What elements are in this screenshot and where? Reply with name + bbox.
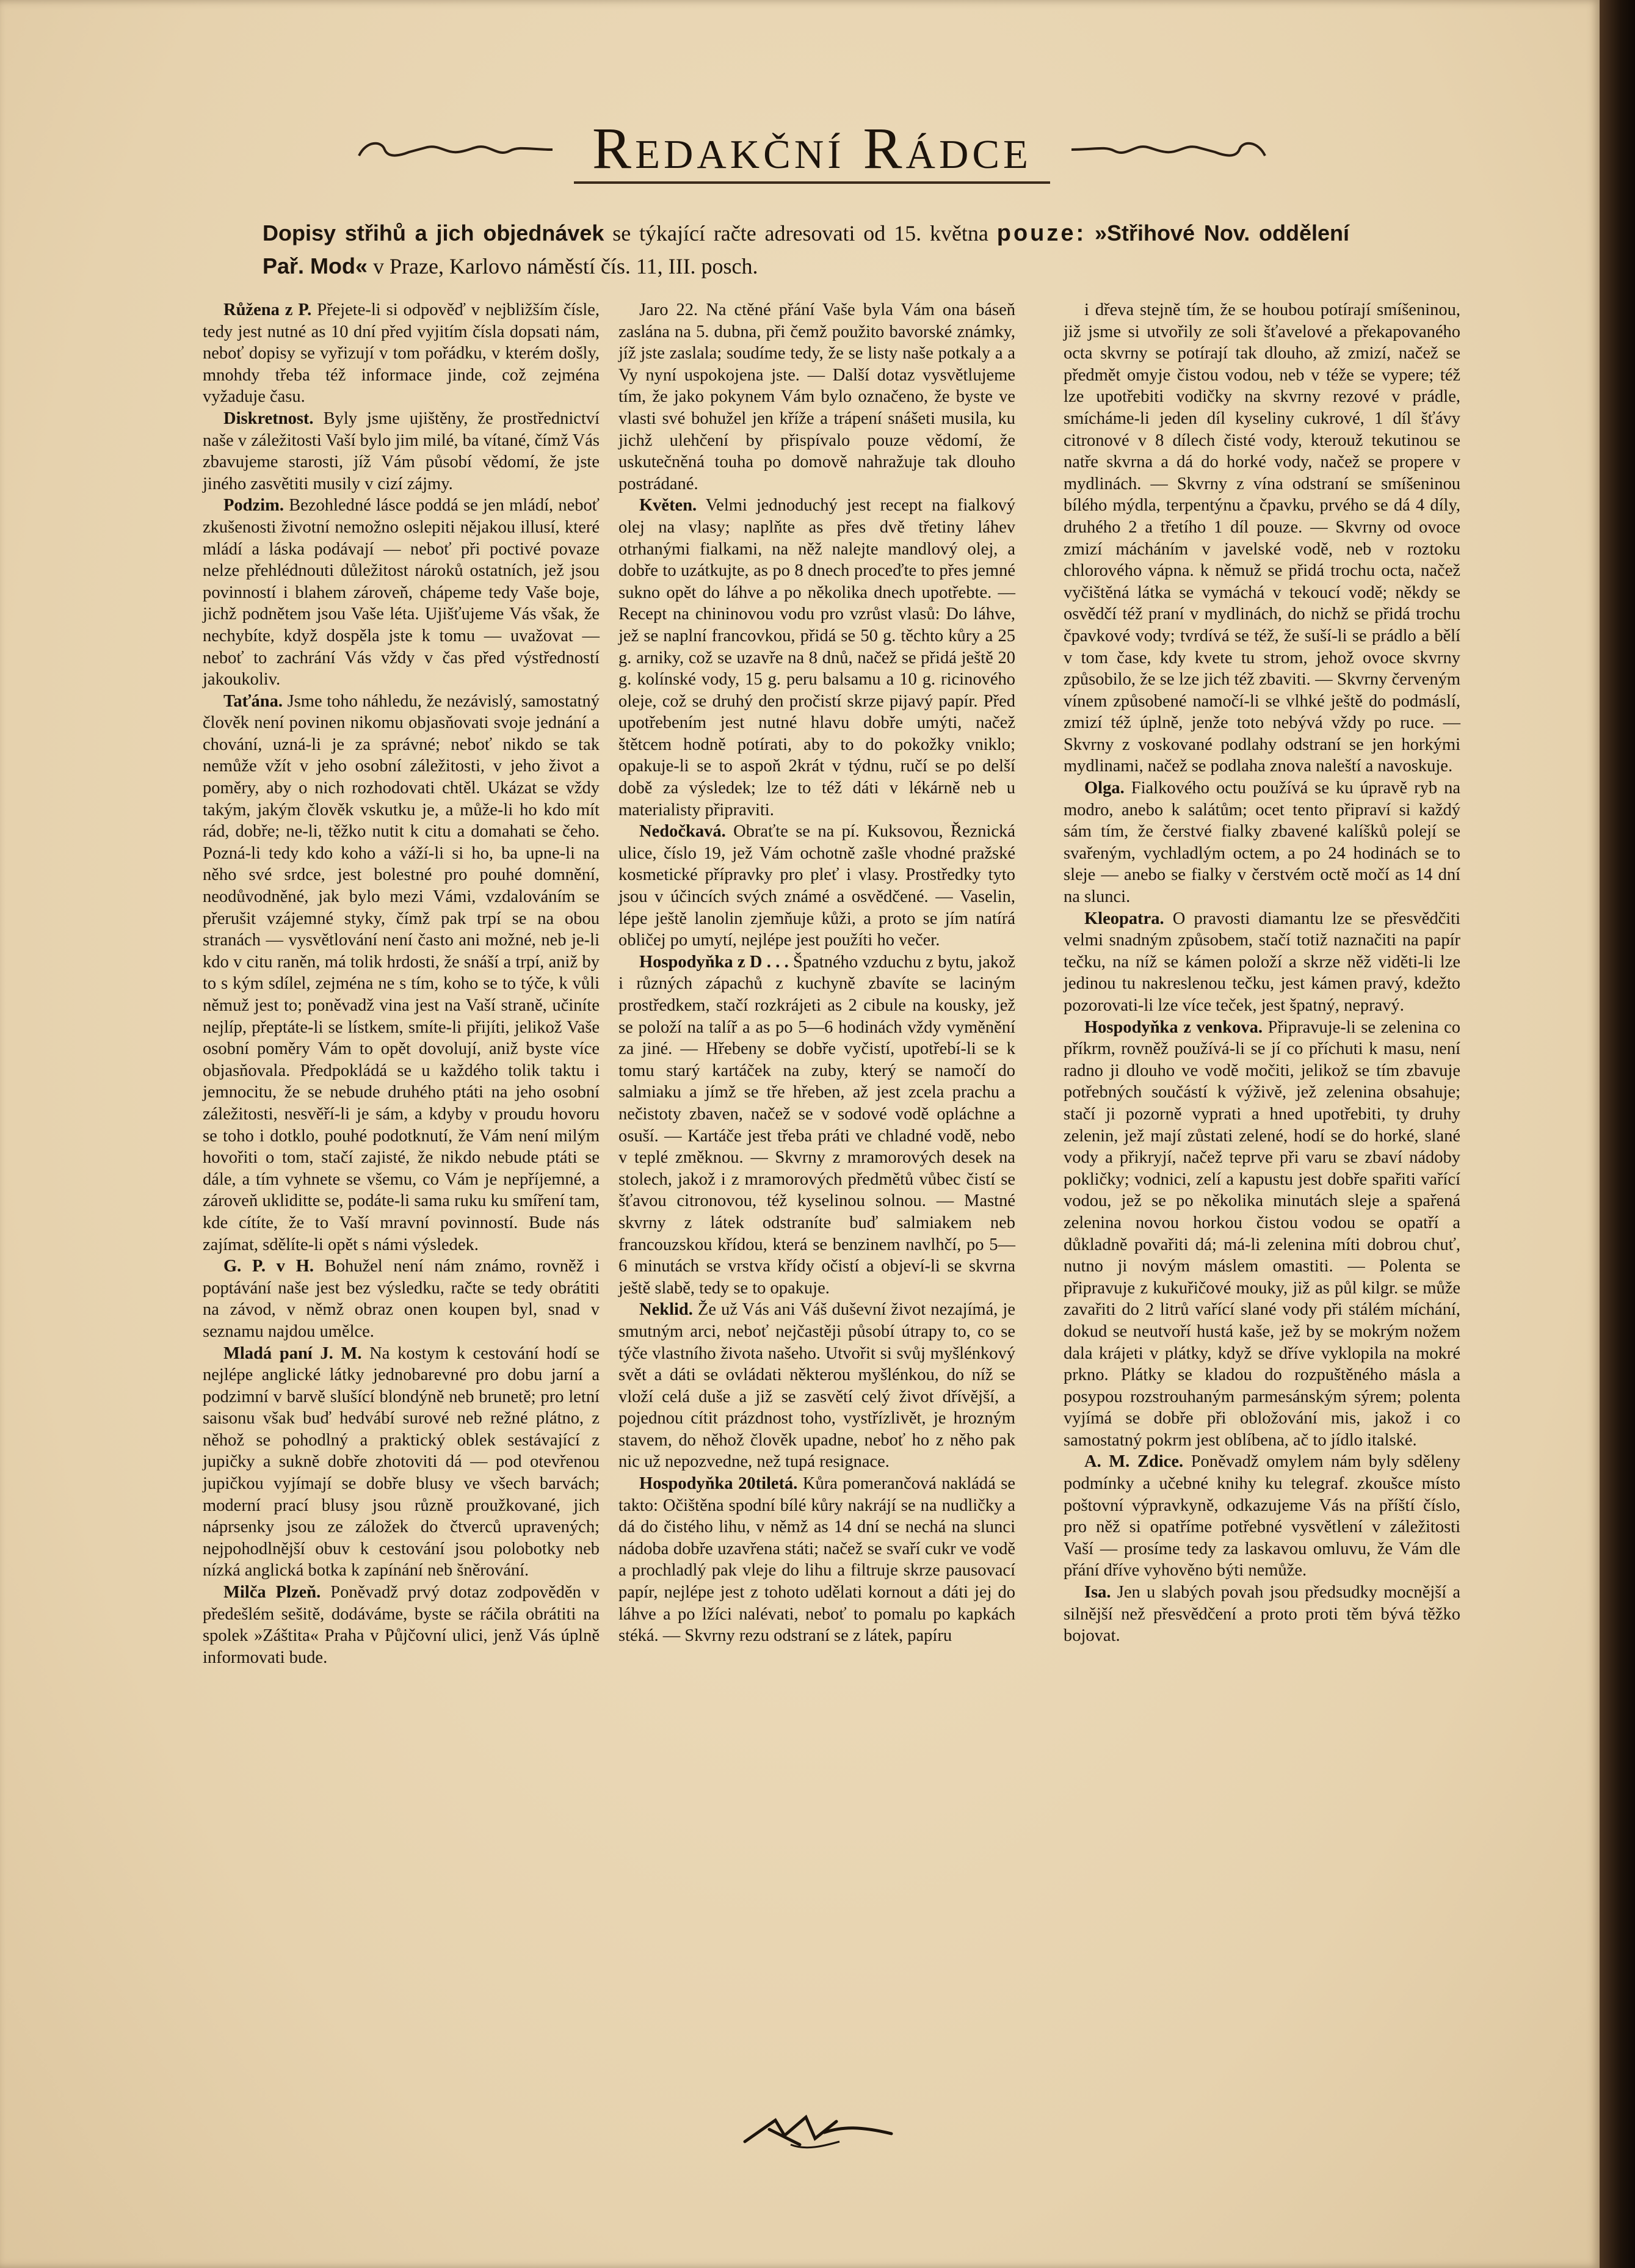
- answer-paragraph: [618, 1299, 1015, 1473]
- answer-text: Špatného vzduchu z bytu, jakož i různých zápachů z kuchyně zbavíte se laciným prostředkem, stačí rozkrájeti as 2 cibule na kousky, jež se položí na talíř a as po 5—6 hodinách vždy vyměnění za jiné. — Hřebeny se dobře vyčistí, upotřebí-li se k tomu starý kartáček na zuby, který se namočí do salmiaku a jímž se tře hřeben, až jest zcela prachu a nečistoty zbaven, načež se v sodové vodě opláchne a osuší. — Kartáče jest třeba práti ve chladné vodě, nebo v teplé změknou. — Skvrny z mramorových desek na stolech, jakož i z mramorových předmětů vůbec čistí se šťavou citronovou, též kyselinou solnou. — Mastné skvrny z látek odstraníte buď salmiakem neb francouzskou křídou, která se benzinem navlhčí, po 5—6 minutách se vrstva křídy očistí a objeví-li se skvrna ještě slabě, tedy se to opakuje.: [618, 952, 1015, 1298]
- correspondent-name: G. P. v H.: [223, 1257, 314, 1276]
- section-title: Redakční Rádce: [592, 115, 1032, 181]
- answer-text: Fialkového octu používá se ku úpravě ryb na modro, anebo k salátům; ocet tento připraví si každý sám tím, že čerstvé fialky zbavené kalíšků polejí se svařeným, vychladlým octem, a po 24 hodinách se to sleje — anebo se fialky v čerstvém octě močí as 14 dní na slunci.: [1064, 779, 1460, 907]
- answer-text: Velmi jednoduchý jest recept na fialkový olej na vlasy; naplňte as přes dvě třetiny láhev otrhanými fialkami, na něž nalejte mandlový olej, a dobře to uzátkujte, as po 8 dnech proceďte to přes jemné sukno opět do láhve a po několika dnech upotřebte. — Recept na chininovou vodu pro vzrůst vlasů: Do láhve, jež se naplní francovkou, přidá se 50 g. těchto kůry a 25 g. arniky, což se uzavře na 8 dnů, načež se přidá ještě 20 g. kolínské vody, 15 g. peru balsamu a 10 g. ricinového oleje, což se druhý den pročistí skrze pijavý papír. Před upotřebením jest nutné hlavu dobře umýti, načež štětcem hodně potírati, aby to do pokožky vniklo; opakuje-li se to aspoň 2krát v týdnu, ručí se po delší době za výsledek; lze to též dáti v lékárně neb u materialisty připraviti.: [618, 496, 1015, 820]
- answer-text: Poněvadž omylem nám byly sděleny podmínky a učebné knihy ku telegraf. zkoušce místo poštovní výpravkyně, odkazujeme Vás na příští číslo, pro něž si opatříme potřebné vysvětlení v záležitosti Vaší — prosíme tedy za laskavou omluvu, že Vám dle přání dříve vyhověno býti nemůže.: [1064, 1452, 1461, 1580]
- answer-text: Na kostym k cestování hodí se nejlépe anglické látky jednobarevné pro dobu jarní a podzimní v barvě slušící blondýně neb brunetě; pro letní saisonu však buď hedvábí surové neb režné plátno, z něhož se pohodlný a praktický oblek sestávající z jupičky a sukně dobře zhotoviti dá — pod otevřenou jupičkou vyjímají se dobře blusy ve všech barvách; moderní prací blusy jsou různě proužkované, jich náprsenky jsou ze záložek do čtverců upravených; nejpohodlnější obuv k cestování jsou polobotky neb nízká anglická botka k zapínání neb šněrování.: [203, 1343, 600, 1580]
- order-notice: [263, 217, 1349, 283]
- answer-text: Bezohledné lásce poddá se jen mládí, neboť zkušenosti životní nemožno oslepiti nějakou illusí, které mládí a láska podávají — neboť při poctivé povaze nelze přehlédnouti důležitost nároků ostatních, jež jsou povinností i blahem zároveň, chápeme tedy Vaše boje, jichž podnětem jsou Vaše léta. Ujišťujeme Vás však, že nechybíte, když dospěla jste k tomu — uvažovat — neboť to zachrání Vás vždy v čas před výstředností jakoukoliv.: [203, 496, 600, 689]
- answer-text: Připravuje-li se zelenina co příkrm, rovněž používá-li se jí co příchuti k masu, není radno ji dlouho ve vodě močiti, jelikož se tím zbavuje potřebných součástí k výživě, jež zelenina obsahuje; stačí ji pozorně vyprati a hned upotřebiti, ty druhy zelenin, jež mají zůstati zelené, hodí se do horké, slané vody a přikryjí, načež teprve při varu se zbaví nádoby pokličky; vodnici, zelí a kapustu jest dobře spařiti vařící vodou, jež se po několika minutách sleje a spařená zelenina novou horkou čistou vodou se opatří a důkladně povařiti dá; má-li zelenina míti dobrou chuť, nutno ji novým máslem omastiti. — Polenta se připravuje z kukuřičové mouky, již as půl kilgr. se může zavařiti do 2 litrů vařící slané vody při stálém míchání, dokud se neutvoří hustá kaše, jež by se mokrým nožem dala krájeti v plátky, když se dříve vyklopila na mokré prkno. Plátky se kladou do rozpuštěného másla a posypou rozstrouhaným parmesánským sýrem; polenta vyjímá se dobře při obložování mis, jakož i co samostatný pokrm jest oblíbena, ač to jídlo italské.: [1064, 1017, 1461, 1450]
- column-2: [618, 299, 1015, 1647]
- correspondent-name: Nedočkavá.: [639, 822, 726, 841]
- correspondent-name: Hospodyňka 20tiletá.: [639, 1474, 798, 1494]
- answer-paragraph: [203, 1582, 600, 1668]
- answer-paragraph: [203, 495, 600, 690]
- notice-text: se týkající račte adresovati od 15. května: [612, 221, 988, 245]
- answer-paragraph: [203, 1343, 600, 1582]
- end-ornament-icon: [733, 2108, 904, 2157]
- answer-text: O pravosti diamantu lze se přesvědčiti velmi snadným způsobem, stačí totiž naznačiti na papír tečku, na níž se kámen položí a skrze něž viděti-li lze jedinou tu nakreslenou tečku, jest kámen pravý, kdežto pozorovati-li lze více teček, jest špatný, nepravý.: [1064, 909, 1460, 1015]
- answer-paragraph: [1064, 777, 1460, 908]
- answer-text: Jaro 22. Na ctěné přání Vaše byla Vám ona báseň zaslána na 5. dubna, při čemž použito bavorské známky, jíž jste zaslala; soudíme tedy, že se listy naše potkaly a a Vy nyní uspokojena jste. — Další dotaz vysvětlujeme tím, že jako pokynem Vám bylo označeno, že byste ve vlasti své bohužel jen kříže a trápení snášeti musila, ku jichž ulehčení by přispívalo pouze vědomí, že uskutečněná touha po domově nahražuje tak dlouho postrádané.: [618, 300, 1015, 493]
- correspondent-name: Hospodyňka z D . . .: [639, 952, 789, 972]
- answer-paragraph: [1064, 1017, 1460, 1452]
- correspondent-name: Květen.: [639, 496, 697, 515]
- correspondent-name: Hospodyňka z venkova.: [1084, 1017, 1263, 1037]
- answer-paragraph: [618, 299, 1015, 495]
- answer-text: i dřeva stejně tím, že se houbou potírají smíšeninou, již jsme si utvořily ze soli šťavelové a překapovaného octa skvrny se potírají tak dlouho, až zmizí, načež se předmět omyje čistou vodou, neb v téže se vypere; též lze upotřebiti vodičky na skvrny rezové v prádle, smícháme-li jeden díl kyseliny cukrové, 1 díl šťávy citronové v 8 dílech čisté vody, kterouž tekutinou se natře skvrna a dá do horké vody, načež se propere v mydlinách. — Skvrny z vína odstraní se smíšeninou bílého mýdla, terpentýnu a čpavku, prvého se dá 4 díly, druhého 2 a třetího 1 díl pouze. — Skvrny od ovoce zmizí mácháním v javelské vodě, neb v roztoku chlorového vápna. k němuž se přidá trochu octa, načež vyčištěná látka se vymáchá v tekoucí vodě; někdy se osvědčí též praní v mydlinách, do nichž se přidá trochu čpavkové vody; tvrdívá se též, že suší-li se prádlo a bělí v tom čase, kdy kvete tu strom, jehož ovoce skvrny způsobilo, že se lze jich též zbaviti. — Skvrny červeným vínem způsobené namočí-li se vlhké ještě do podmáslí, zmizí též úplně, jenže toto nebývá vždy po ruce. — Skvrny z voskované podlahy odstraní se jen horkými mydlinami, načež se podlaha znova naleští a navoskuje.: [1064, 300, 1460, 776]
- answer-paragraph: [618, 821, 1015, 951]
- answer-text: Že už Vás ani Váš duševní život nezajímá, je smutným arci, neboť nejčastěji působí útrapy to, co se týče vlastního života našeho. Utvořit si svůj myšlénkový svět a dáti se ovládati některou myšlénkou, do níž se vloží celá duše a již se zasvětí celý život dřívější, a pojednou cítit prázdnost toho, vystřízlivět, je hrozným stavem, do něhož člověk upadne, neboť ho z něho pak nic už nepozvedne, než tupá resignace.: [618, 1300, 1015, 1472]
- answer-paragraph: [203, 299, 600, 408]
- notice-address: v Praze, Karlovo náměstí čís. 11, III. posch.: [373, 254, 758, 278]
- answer-text: Kůra pomerančová nakládá se takto: Očištěna spodní bílé kůry nakrájí se na nudličky a dá do čistého lihu, v němž as 14 dní se nechá na slunci nádoba dobře uzavřena státi; načež se svaří cukr ve vodě a prochladlý pak vleje do lihu a filtruje skrze pausovací papír, nejlépe jest z tohoto udělati kornout a dáti jej do láhve a po lžíci nalévati, neboť to pomalu po kapkách stéká. — Skvrny rezu odstraní se z látek, papíru: [618, 1474, 1015, 1646]
- column-3: [1064, 299, 1460, 1647]
- correspondent-name: Olga.: [1084, 779, 1125, 798]
- right-flourish-icon: [1068, 131, 1270, 168]
- answer-text: Byly jsme ujištěny, že prostřednictví naše v záležitosti Vaší bylo jim milé, ba vítané, čímž Vás zbavujeme starosti, jíž Vám působí vědomí, že jste jiného zasvětiti musily v cizí zájmy.: [203, 409, 600, 493]
- correspondent-name: Taťána.: [223, 691, 283, 711]
- answer-text: Poněvadž prvý dotaz zodpověděn v předešlém sešitě, dodáváme, byste se ráčila obrátiti na spolek »Záštita« Praha v Půjčovní ulici, jenž Vás úplně informovati bude.: [203, 1583, 600, 1667]
- correspondent-name: Růžena z P.: [223, 300, 312, 319]
- answer-text: Bohužel není nám známo, rovněž i poptávání naše jest bez výsledku, račte se tedy obrátiti na závod, v němž obraz onen koupen byl, snad v seznamu najdou umělce.: [203, 1257, 600, 1341]
- answer-text: Obraťte se na pí. Kuksovou, Řeznická ulice, číslo 19, jež Vám ochotně zašle vhodné pražské kosmetické přípravky pro pleť i vlasy. Prostředky tyto jsou v účincích svých známé a osvědčené. — Vaselin, lépe ještě lanolin zjemňuje kůži, a proto se jím natírá obličej po umytí, nejlépe jest použíti ho večer.: [618, 822, 1015, 950]
- answer-paragraph: [203, 1256, 600, 1342]
- answer-paragraph: [1064, 908, 1460, 1017]
- book-spine: [1600, 0, 1635, 2268]
- answer-paragraph: [618, 495, 1015, 821]
- title-underline: [574, 181, 1050, 184]
- answer-paragraph: [203, 408, 600, 495]
- correspondent-name: Isa.: [1084, 1583, 1111, 1602]
- answer-paragraph: [618, 951, 1015, 1299]
- notice-lead: Dopisy střihů a jich objednávek: [263, 220, 604, 245]
- column-1: [203, 299, 600, 1668]
- correspondent-name: Milča Plzeň.: [223, 1583, 321, 1602]
- correspondent-name: Mladá paní J. M.: [223, 1343, 362, 1363]
- header: [354, 107, 1270, 198]
- answer-text: Jen u slabých povah jsou předsudky mocnější a silnější než přesvědčení a proto proti těm bývá těžko bojovat.: [1064, 1583, 1461, 1646]
- correspondent-name: Podzim.: [223, 496, 284, 515]
- correspondent-name: Diskretnost.: [223, 409, 314, 428]
- answer-paragraph: [618, 1473, 1015, 1647]
- correspondent-name: Kleopatra.: [1084, 909, 1164, 928]
- answer-paragraph: [1064, 1582, 1460, 1647]
- answer-paragraph: [1064, 1451, 1460, 1582]
- answer-paragraph: [203, 691, 600, 1256]
- notice-department: »Střihové Nov. oddělení Pař. Mod«: [263, 220, 1350, 278]
- correspondent-name: A. M. Zdice.: [1084, 1452, 1184, 1472]
- answer-paragraph: [1064, 299, 1460, 777]
- answer-text: Přejete-li si odpověď v nejbližším čísle, tedy jest nutné as 10 dní před vyjitím čísla dopsati nám, neboť dopisy se vyřizují v tom pořádku, v kterém došly, mnohdy třeba též informace jinde, což zejména vyžaduje času.: [203, 300, 600, 407]
- answer-text: Jsme toho náhledu, že nezávislý, samostatný člověk není povinen nikomu objasňovati svoje jednání a chování, uzná-li je za správné; neboť nikdo se tak nemůže vžít v jeho osobní záležitosti, v jeho život a poměry, aby o nich rozhodovati chtěl. Ukázat se vždy takým, jakým člověk vskutku je, a může-li ho kdo mít rád, dobře; ne-li, těžko nutit k citu a domahati se čeho. Pozná-li tedy kdo koho a váží-li si ho, ba upne-li na něho své srdce, jest bolestné pro pouhé domnění, neodůvodněné, jak bylo mezi Vámi, vzdalováním se přerušit vzájemné styky, čímž pak trpí se na obou stranách — vysvětlování není často ani možné, neb je-li kdo v citu raněn, má tolik hrdosti, že snáší a trpí, aniž by to s kým sdílel, zejména ne s tím, koho se to týče, k vůli němuž jest to; poněvadž vina jest na Vaší straně, učiníte nejlíp, přeptáte-li se lístkem, smíte-li přijíti, jelikož Vaše osobní poměry Vám to opět dovolují, aniž byste více objasňovala. Předpokládá se u každého tolik taktu i jemnocitu, že se nebude druhého ptáti na jeho osobní záležitosti, nesvěří-li je sám, a kdyby v proudu hovoru se toho i dotklo, pouhé podotknutí, že Vám není milým hovořiti o tom, stačí zajisté, že nikdo nebude ptáti se dále, a tím vyhnete se všemu, co Vám je nepříjemné, a zároveň ukliditte se, podáte-li sama ruku ku smíření tam, kde cítíte, že to Vaší mravní povinností. Bude nás zajímat, sdělíte-li opět s námi výsledek.: [203, 691, 600, 1254]
- notice-only: pouze:: [996, 220, 1087, 246]
- left-flourish-icon: [354, 131, 556, 168]
- correspondent-name: Neklid.: [639, 1300, 693, 1320]
